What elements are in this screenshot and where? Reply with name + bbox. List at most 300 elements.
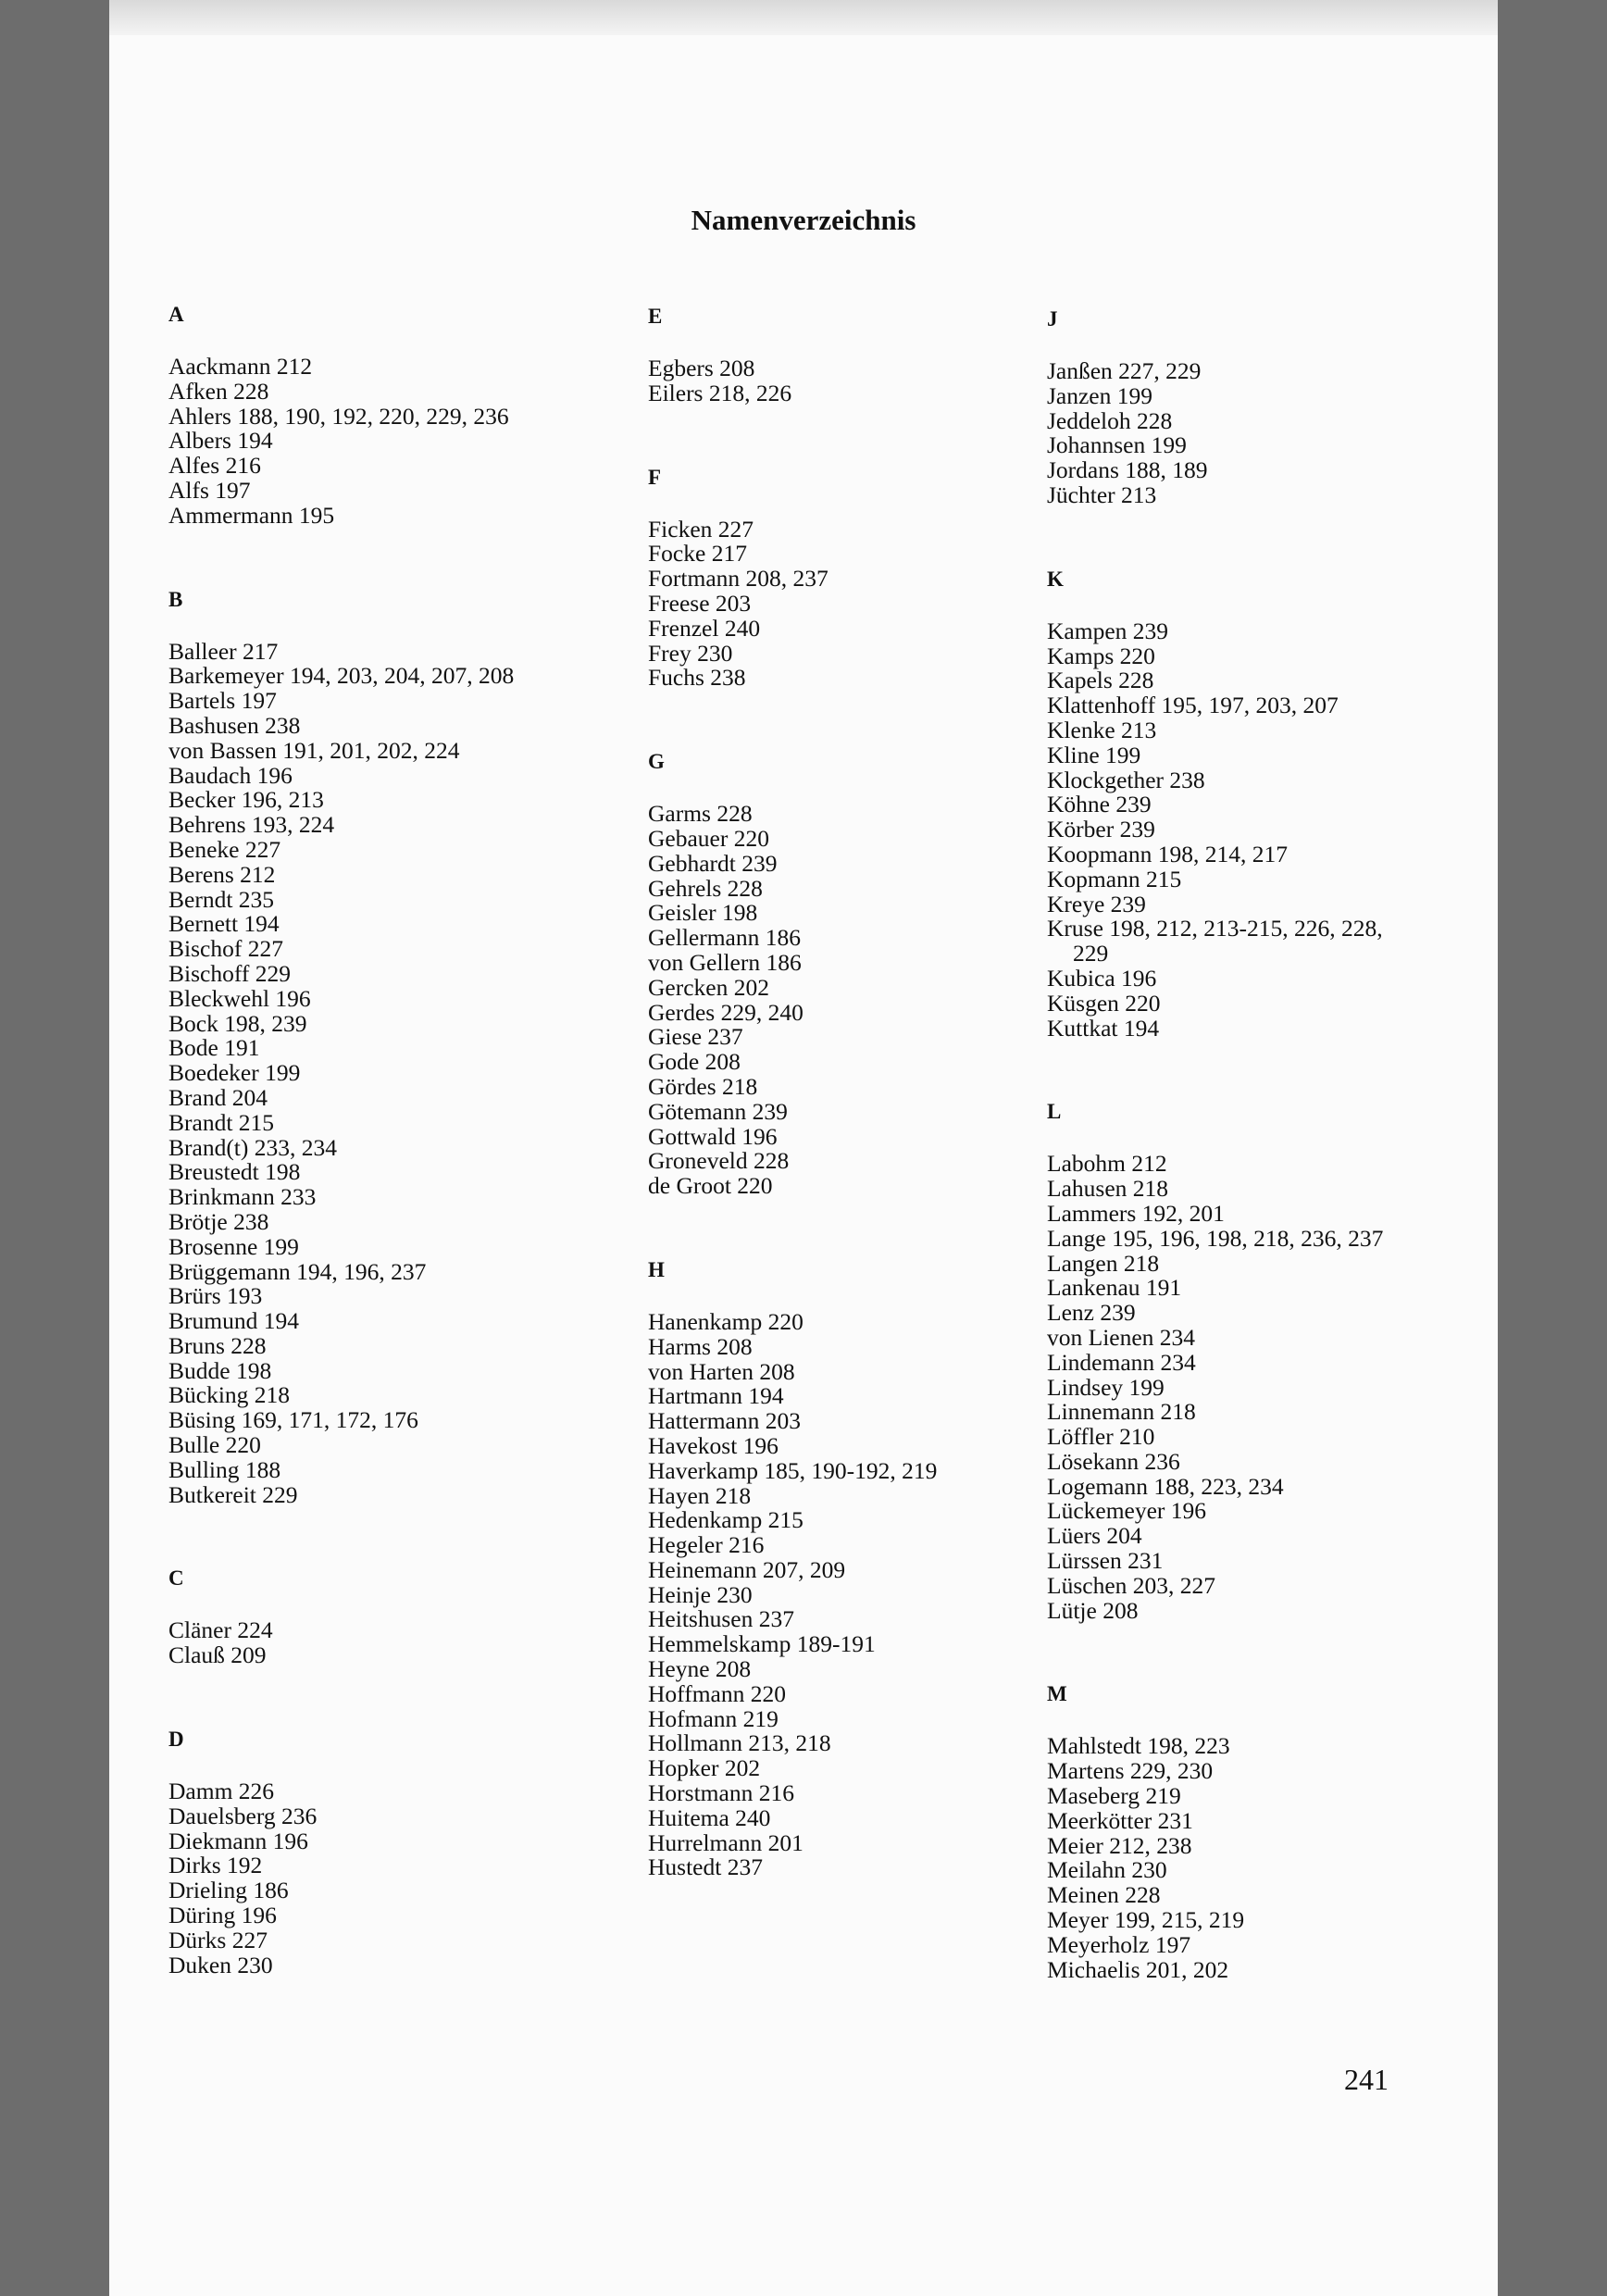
index-page <box>109 0 1498 2296</box>
index-entry <box>1047 743 1473 768</box>
entry-list <box>648 356 1074 406</box>
index-entry <box>648 1456 1074 1484</box>
entry-text: Kruse 198, 212, 213-215, 226, 228, <box>1047 915 1383 942</box>
index-entry <box>168 912 594 937</box>
entry-text: Dauelsberg 236 <box>168 1802 318 1829</box>
entry-text: Brand 204 <box>168 1083 268 1111</box>
index-section-g <box>648 748 1074 1199</box>
entry-text: Lindemann 234 <box>1047 1348 1196 1376</box>
index-entry <box>1047 1596 1473 1624</box>
entry-text: Meinen 228 <box>1047 1881 1161 1909</box>
index-entry <box>648 1307 1074 1335</box>
index-section-d <box>168 1726 594 1978</box>
index-entry <box>648 356 1074 381</box>
section-letter: K <box>1047 567 1064 591</box>
index-entry <box>1047 1831 1473 1859</box>
index-entry <box>648 1384 1074 1409</box>
entry-text: Kuttkat 194 <box>1047 1014 1160 1042</box>
index-entry <box>648 381 1074 406</box>
index-entry <box>168 1878 594 1903</box>
index-entry <box>168 761 594 789</box>
index-entry <box>1047 1858 1473 1883</box>
entry-text: Bock 198, 239 <box>168 1009 307 1037</box>
entry-text: Lürssen 231 <box>1047 1547 1164 1575</box>
entry-text: Heinje 230 <box>648 1580 753 1608</box>
entry-text: Langen 218 <box>1047 1249 1160 1277</box>
index-entry <box>1047 381 1473 409</box>
section-letter: B <box>168 587 183 611</box>
index-entry <box>648 973 1074 1001</box>
index-entry <box>168 1061 594 1086</box>
index-entry <box>1047 480 1473 508</box>
index-entry <box>1047 1955 1473 1983</box>
entry-text: von Bassen 191, 201, 202, 224 <box>168 736 460 764</box>
entry-text: Gerdes 229, 240 <box>648 998 804 1026</box>
index-entry <box>168 689 594 714</box>
entry-text: de Groot 220 <box>648 1172 773 1200</box>
index-section-a <box>168 301 594 529</box>
index-entry <box>168 1108 594 1136</box>
entry-text: Labohm 212 <box>1047 1150 1167 1178</box>
entry-list <box>168 1779 594 1978</box>
entry-list <box>648 515 1074 692</box>
entry-text: Butkereit 229 <box>168 1480 298 1508</box>
entry-text: Janßen 227, 229 <box>1047 357 1202 384</box>
index-entry <box>168 1036 594 1061</box>
entry-text: Meyerholz 197 <box>1047 1930 1191 1958</box>
index-entry <box>168 355 594 380</box>
entry-text: Kampen 239 <box>1047 617 1169 644</box>
index-entry <box>648 1828 1074 1856</box>
index-entry <box>1047 1199 1473 1227</box>
entry-text: Bode 191 <box>168 1034 260 1062</box>
index-entry <box>168 402 594 430</box>
index-entry <box>648 639 1074 667</box>
index-entry <box>1047 1734 1473 1759</box>
entry-text: Koopmann 198, 214, 217 <box>1047 840 1288 867</box>
entry-text: Hollmann 213, 218 <box>648 1729 831 1757</box>
index-entry <box>1047 1499 1473 1524</box>
entry-text: Barkemeyer 194, 203, 204, 207, 208 <box>168 662 515 690</box>
index-entry <box>1047 1425 1473 1450</box>
entry-text: Hedenkamp 215 <box>648 1506 804 1534</box>
entry-text: von Lienen 234 <box>1047 1323 1196 1351</box>
entry-text: Lösekann 236 <box>1047 1447 1180 1475</box>
entry-text: Alfs 197 <box>168 476 251 504</box>
entry-text: Gode 208 <box>648 1048 741 1076</box>
entry-text: Cläner 224 <box>168 1616 273 1644</box>
index-entry <box>1047 1883 1473 1908</box>
entry-text: Ahlers 188, 190, 192, 220, 229, 236 <box>168 402 509 430</box>
index-entry <box>1047 433 1473 458</box>
index-entry <box>1047 1373 1473 1401</box>
index-entry <box>648 1072 1074 1100</box>
entry-text: Haverkamp 185, 190-192, 219 <box>648 1456 938 1484</box>
index-entry <box>168 959 594 987</box>
entry-text: Gebhardt 239 <box>648 849 778 877</box>
index-entry <box>168 885 594 913</box>
entry-list <box>1047 359 1473 508</box>
index-entry <box>168 454 594 479</box>
entry-text: Düring 196 <box>168 1902 277 1929</box>
entry-text: Hofmann 219 <box>648 1704 779 1732</box>
index-entry <box>648 849 1074 877</box>
index-entry <box>168 1309 594 1334</box>
entry-text: Frey 230 <box>648 639 733 667</box>
entry-text: Michaelis 201, 202 <box>1047 1955 1229 1983</box>
index-entry <box>1047 792 1473 817</box>
index-entry <box>1047 693 1473 718</box>
entry-text: Giese 237 <box>648 1023 743 1051</box>
entry-text: Gottwald 196 <box>648 1122 778 1150</box>
entry-text: Heinemann 207, 209 <box>648 1555 846 1583</box>
entry-text: Logemann 188, 223, 234 <box>1047 1472 1284 1500</box>
entry-list <box>1047 1152 1473 1623</box>
entry-text: Havekost 196 <box>648 1431 779 1459</box>
entry-text: Hayen 218 <box>648 1481 752 1509</box>
entry-text: Berens 212 <box>168 860 276 888</box>
index-entry <box>1047 989 1473 1017</box>
entry-text: Lindsey 199 <box>1047 1373 1165 1401</box>
entry-text: Balleer 217 <box>168 637 279 665</box>
scan-top-edge <box>109 0 1498 35</box>
index-entry <box>168 429 594 454</box>
entry-text: 229 <box>1073 940 1109 967</box>
entry-text: Hemmelskamp 189-191 <box>648 1630 876 1658</box>
index-entry <box>648 1357 1074 1385</box>
index-entry <box>168 1480 594 1508</box>
entry-text: Klattenhoff 195, 197, 203, 207 <box>1047 692 1339 719</box>
entry-text: Klockgether 238 <box>1047 766 1205 793</box>
index-entry <box>648 542 1074 567</box>
index-entry <box>1047 942 1473 967</box>
index-entry <box>1047 1549 1473 1574</box>
index-entry <box>1047 1348 1473 1376</box>
index-entry <box>648 1097 1074 1125</box>
entry-text: Albers 194 <box>168 427 273 455</box>
entry-text: Fuchs 238 <box>648 664 746 692</box>
index-entry <box>648 948 1074 976</box>
section-letter: E <box>648 305 663 328</box>
index-entry <box>648 1632 1074 1657</box>
entry-text: Linnemann 218 <box>1047 1398 1196 1426</box>
entry-text: Küsgen 220 <box>1047 989 1161 1017</box>
index-entry <box>168 1207 594 1235</box>
entry-text: Körber 239 <box>1047 816 1155 843</box>
entry-text: Geisler 198 <box>648 899 758 927</box>
index-entry <box>648 1533 1074 1558</box>
entry-text: Bulle 220 <box>168 1431 261 1459</box>
index-entry <box>168 1284 594 1309</box>
entry-text: Lütje 208 <box>1047 1596 1139 1624</box>
entry-text: Berndt 235 <box>168 885 275 913</box>
entry-text: Huitema 240 <box>648 1803 771 1831</box>
index-entry <box>1047 1400 1473 1425</box>
entry-text: Gercken 202 <box>648 973 769 1001</box>
entry-text: Jordans 188, 189 <box>1047 456 1208 484</box>
entry-text: Horstmann 216 <box>648 1779 794 1807</box>
entry-text: Focke 217 <box>648 540 747 568</box>
index-section-h <box>648 1256 1074 1880</box>
index-entry <box>168 736 594 764</box>
entry-text: Bischoff 229 <box>168 959 291 987</box>
entry-text: Egbers 208 <box>648 355 755 381</box>
entry-text: Köhne 239 <box>1047 791 1152 818</box>
entry-text: Kopmann 215 <box>1047 865 1182 892</box>
index-entry <box>1047 768 1473 793</box>
section-letter: F <box>648 465 662 489</box>
index-entry <box>168 1185 594 1210</box>
entry-text: Hattermann 203 <box>648 1407 801 1435</box>
entry-text: Hoffmann 220 <box>648 1679 786 1707</box>
entry-text: Gellermann 186 <box>648 924 801 952</box>
index-entry <box>168 1643 594 1668</box>
index-entry <box>168 1779 594 1804</box>
entry-text: Breustedt 198 <box>168 1158 301 1186</box>
entry-list <box>168 1618 594 1668</box>
entry-text: Frenzel 240 <box>648 614 761 642</box>
index-entry <box>168 788 594 813</box>
index-entry <box>168 813 594 838</box>
index-entry <box>648 1731 1074 1756</box>
entry-text: Brandt 215 <box>168 1108 275 1136</box>
section-letter: J <box>1047 307 1058 331</box>
entry-text: Afken 228 <box>168 377 269 405</box>
entry-text: Alfes 216 <box>168 452 261 480</box>
index-entry <box>648 1855 1074 1880</box>
index-entry <box>1047 1152 1473 1177</box>
index-entry <box>1047 1472 1473 1500</box>
entry-text: Klenke 213 <box>1047 716 1157 743</box>
entry-text: Bulling 188 <box>168 1455 281 1483</box>
entry-text: Duken 230 <box>168 1951 273 1978</box>
index-section-f <box>648 464 1074 692</box>
entry-list <box>648 802 1074 1199</box>
index-entry <box>168 1356 594 1384</box>
index-entry <box>168 1903 594 1928</box>
entry-text: von Gellern 186 <box>648 948 802 976</box>
entry-text: Jüchter 213 <box>1047 480 1157 508</box>
index-entry <box>168 1331 594 1359</box>
index-entry <box>648 824 1074 852</box>
index-entry <box>1047 1524 1473 1549</box>
entry-text: Lange 195, 196, 198, 218, 236, 237 <box>1047 1224 1384 1252</box>
index-entry <box>168 1829 594 1854</box>
entry-text: Hurrelmann 201 <box>648 1828 804 1856</box>
entry-text: Groneveld 228 <box>648 1147 790 1175</box>
entry-text: Drieling 186 <box>168 1877 289 1904</box>
entry-text: Bruns 228 <box>168 1331 267 1359</box>
section-letter: L <box>1047 1100 1062 1124</box>
index-entry <box>1047 619 1473 644</box>
index-entry <box>648 802 1074 827</box>
index-column-3 <box>1047 306 1473 2040</box>
index-entry <box>168 476 594 504</box>
entry-text: Johannsen 199 <box>1047 431 1187 459</box>
index-entry <box>648 1657 1074 1682</box>
index-entry <box>168 637 594 665</box>
index-entry <box>648 1679 1074 1707</box>
index-entry <box>648 1409 1074 1434</box>
index-entry <box>1047 1571 1473 1599</box>
entry-text: Lenz 239 <box>1047 1299 1136 1327</box>
index-entry <box>648 1050 1074 1075</box>
index-entry <box>1047 1249 1473 1277</box>
scan-margin-right <box>1498 0 1607 2296</box>
index-entry <box>648 1803 1074 1831</box>
index-entry <box>1047 1930 1473 1958</box>
entry-list <box>1047 619 1473 1042</box>
index-entry <box>168 1853 594 1878</box>
entry-text: Maseberg 219 <box>1047 1782 1181 1810</box>
entry-text: Brötje 238 <box>168 1207 269 1235</box>
entry-text: Jeddeloh 228 <box>1047 406 1173 434</box>
entry-text: Bartels 197 <box>168 687 277 715</box>
entry-text: Freese 203 <box>648 589 752 617</box>
entry-text: Brüggemann 194, 196, 237 <box>168 1257 427 1285</box>
index-entry <box>168 1408 594 1433</box>
index-entry <box>1047 458 1473 483</box>
entry-text: Lüschen 203, 227 <box>1047 1571 1216 1599</box>
index-entry <box>1047 1014 1473 1042</box>
entry-text: Aackmann 212 <box>168 353 313 380</box>
entry-text: Janzen 199 <box>1047 381 1153 409</box>
entry-text: Kline 199 <box>1047 741 1141 768</box>
entry-text: Kapels 228 <box>1047 667 1154 694</box>
entry-text: Boedeker 199 <box>168 1059 301 1087</box>
entry-text: Heyne 208 <box>648 1655 752 1683</box>
entry-list <box>168 637 594 1508</box>
index-entry <box>1047 1908 1473 1933</box>
entry-text: Brürs 193 <box>168 1282 263 1310</box>
index-entry <box>648 1332 1074 1360</box>
entry-text: Meyer 199, 215, 219 <box>1047 1906 1245 1934</box>
index-entry <box>1047 1301 1473 1326</box>
entry-text: Dürks 227 <box>168 1926 268 1953</box>
index-entry <box>648 1555 1074 1583</box>
entry-text: Gebauer 220 <box>648 824 769 852</box>
entry-text: Hustedt 237 <box>648 1853 763 1881</box>
index-entry <box>168 1804 594 1829</box>
index-entry <box>1047 892 1473 917</box>
page-title: Namenverzeichnis <box>691 204 916 236</box>
entry-text: Diekmann 196 <box>168 1827 308 1854</box>
entry-text: Gördes 218 <box>648 1072 758 1100</box>
index-entry <box>1047 842 1473 867</box>
index-entry <box>648 926 1074 951</box>
entry-text: von Harten 208 <box>648 1357 795 1385</box>
entry-text: Martens 229, 230 <box>1047 1757 1214 1785</box>
section-letter: M <box>1047 1682 1067 1706</box>
index-entry <box>168 860 594 888</box>
index-entry <box>1047 1447 1473 1475</box>
entry-text: Garms 228 <box>648 800 753 828</box>
entry-text: Becker 196, 213 <box>168 786 324 814</box>
index-entry <box>1047 1759 1473 1784</box>
entry-text: Lammers 192, 201 <box>1047 1199 1225 1227</box>
index-entry <box>1047 1276 1473 1301</box>
index-entry <box>168 501 594 529</box>
section-letter: H <box>648 1257 665 1281</box>
index-entry <box>1047 964 1473 992</box>
index-entry <box>168 1160 594 1185</box>
index-entry <box>168 377 594 405</box>
index-entry <box>648 998 1074 1026</box>
index-entry <box>1047 917 1473 942</box>
index-entry <box>1047 359 1473 384</box>
entry-text: Bernett 194 <box>168 910 280 938</box>
index-entry <box>168 835 594 863</box>
entry-text: Gehrels 228 <box>648 874 763 902</box>
index-entry <box>168 1618 594 1643</box>
index-section-c <box>168 1565 594 1668</box>
entry-text: Damm 226 <box>168 1778 275 1805</box>
index-entry <box>1047 817 1473 842</box>
index-entry <box>648 515 1074 543</box>
index-entry <box>1047 1806 1473 1834</box>
index-entry <box>1047 1177 1473 1202</box>
entry-list <box>168 355 594 529</box>
index-entry <box>168 1953 594 1978</box>
entry-text: Beneke 227 <box>168 835 281 863</box>
index-entry <box>648 1149 1074 1174</box>
index-entry <box>648 1781 1074 1806</box>
index-entry <box>648 666 1074 691</box>
section-letter: A <box>168 303 184 326</box>
index-entry <box>168 1232 594 1260</box>
entry-text: Brosenne 199 <box>168 1232 299 1260</box>
index-entry <box>648 614 1074 642</box>
index-entry <box>648 1607 1074 1632</box>
index-entry <box>648 1704 1074 1732</box>
index-entry <box>648 1508 1074 1533</box>
index-entry <box>1047 1784 1473 1809</box>
entry-text: Dirks 192 <box>168 1852 263 1879</box>
index-entry <box>168 1455 594 1483</box>
entry-text: Hartmann 194 <box>648 1382 784 1410</box>
entry-text: Mahlstedt 198, 223 <box>1047 1732 1230 1760</box>
entry-text: Kamps 220 <box>1047 642 1155 669</box>
index-column-2 <box>648 303 1074 1938</box>
index-entry <box>1047 406 1473 434</box>
entry-text: Hanenkamp 220 <box>648 1307 804 1335</box>
entry-text: Heitshusen 237 <box>648 1605 794 1633</box>
entry-text: Ficken 227 <box>648 515 754 543</box>
index-entry <box>168 937 594 962</box>
entry-text: Hopker 202 <box>648 1754 761 1782</box>
index-entry <box>648 874 1074 902</box>
index-entry <box>168 984 594 1012</box>
index-entry <box>168 1433 594 1458</box>
entry-text: Harms 208 <box>648 1332 753 1360</box>
index-entry <box>648 1481 1074 1509</box>
index-entry <box>648 1431 1074 1459</box>
index-entry <box>1047 1323 1473 1351</box>
index-entry <box>168 1133 594 1161</box>
entry-text: Kubica 196 <box>1047 964 1157 992</box>
entry-text: Löffler 210 <box>1047 1423 1155 1451</box>
entry-text: Lückemeyer 196 <box>1047 1497 1207 1525</box>
index-section-k <box>1047 566 1473 1042</box>
entry-text: Götemann 239 <box>648 1097 788 1125</box>
entry-text: Kreye 239 <box>1047 890 1146 917</box>
index-entry <box>648 567 1074 592</box>
index-entry <box>648 1025 1074 1050</box>
index-entry <box>168 711 594 739</box>
entry-text: Bücking 218 <box>168 1381 291 1409</box>
index-section-m <box>1047 1680 1473 1982</box>
entry-text: Clauß 209 <box>168 1641 267 1669</box>
